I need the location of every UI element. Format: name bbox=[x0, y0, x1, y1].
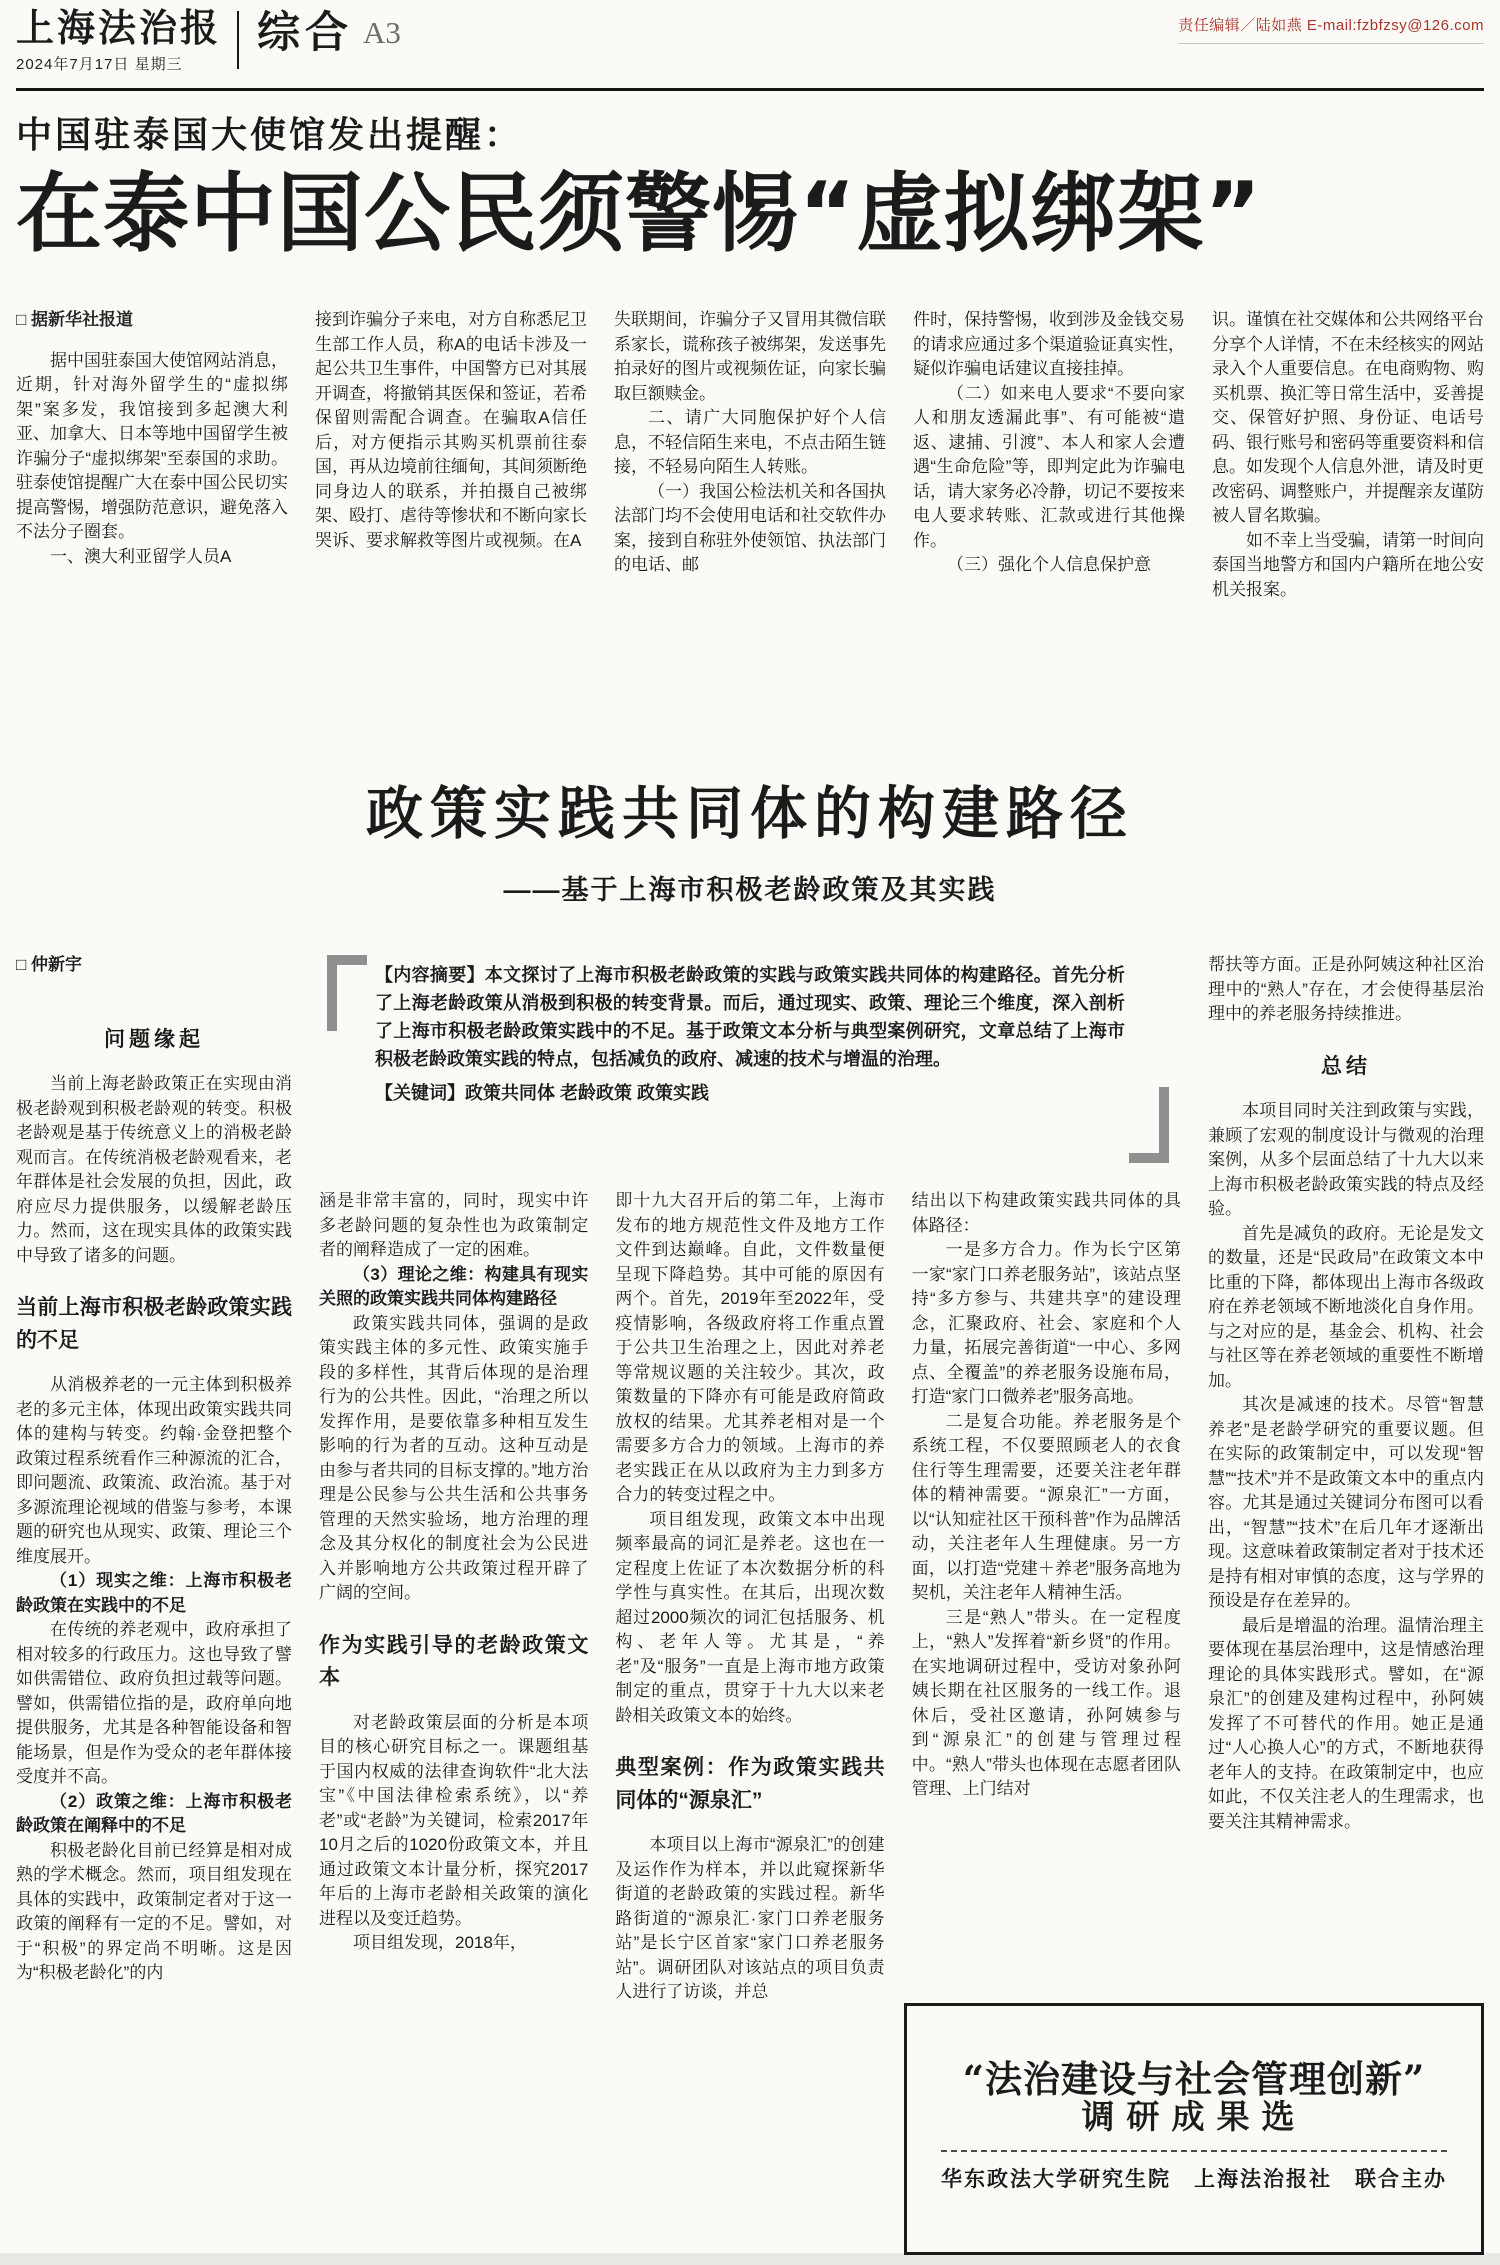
paragraph: 如不幸上当受骗，请第一时间向泰国当地警方和国内户籍所在地公安机关报案。 bbox=[1212, 530, 1484, 599]
keywords-text: 【关键词】政策共同体 老龄政策 政策实践 bbox=[375, 1083, 710, 1104]
feature-title: 政策实践共同体的构建路径 bbox=[366, 782, 1134, 847]
article-column bbox=[614, 308, 886, 702]
article-kicker: 中国驻泰国大使馆发出提醒： bbox=[16, 114, 524, 155]
paragraph: 件时，保持警惕，收到涉及金钱交易的请求应通过多个渠道验证真实性，疑似诈骗电话建议直接挂掉。 bbox=[913, 310, 1185, 379]
section-heading: 典型案例：作为政策实践共同体的“源泉汇” bbox=[615, 1756, 885, 1812]
paragraph: （三）强化个人信息保护意 bbox=[947, 555, 1151, 575]
section-block bbox=[257, 8, 401, 60]
section-heading: 问题缘起 bbox=[104, 1027, 204, 1051]
section-heading: 当前上海市积极老龄政策实践的不足 bbox=[16, 1296, 292, 1352]
paragraph: 本项目以上海市“源泉汇”的创建及运作作为样本，并以此窥探新华街道的老龄政策的实践过程。新华路街道的“源泉汇·家门口养老服务站”是长宁区首家“家门口养老服务站”。调研团队对该站点的项目负责人进行了访谈，并总 bbox=[615, 1835, 885, 2002]
paragraph: 政策实践共同体，强调的是政策实践主体的多元性、政策实施手段的多样性，其背后体现的是治理行为的公共性。因此，“治理之所以发挥作用，是要依靠多种相互发生影响的行为者的互动。这种互动是由参与者共同的目标支撑的。”地方治理是公民参与公共生活和公共事务管理的天然实验场，地方治理的理念及其分权化的制度社会为公民进入并影响地方公共政策过程开辟了广阔的空间。 bbox=[319, 1313, 589, 1603]
article-headline: 在泰中国公民须警惕“虚拟绑架” bbox=[16, 164, 1263, 264]
paragraph: 首先是减负的政府。无论是发文的数量，还是“民政局”在政策文本中比重的下降，都体现出上海市各级政府在养老领域不断地淡化自身作用。与之对应的是，基金会、机构、社会与社区等在养老领域的重要性不断增加。 bbox=[1208, 1223, 1484, 1390]
article-column bbox=[1212, 308, 1484, 702]
paragraph: 涵是非常丰富的，同时，现实中许多老龄问题的复杂性也为政策制定者的阐释造成了一定的困难。 bbox=[319, 1191, 589, 1260]
paragraph: 积极老龄化目前已经算是相对成熟的学术概念。然而，项目组发现在具体的实践中，政策制定者对于这一政策的阐释有一定的不足。譬如，对于“积极”的界定尚不明晰。这是因为“积极老龄化”的内 bbox=[16, 1840, 292, 1983]
promo-divider bbox=[941, 2150, 1446, 2152]
header-vertical-divider bbox=[237, 11, 239, 69]
masthead bbox=[16, 5, 222, 74]
section-heading: 总结 bbox=[1321, 1054, 1371, 1078]
paragraph: （二）如来电人要求“不要向家人和朋友透漏此事”、有可能被“遣返、逮捕、引渡”、本人和家人会遭遇“生命危险”等，即判定此为诈骗电话，请大家务必冷静，切记不要按来电人要求转账、汇款或进行其他操作。 bbox=[913, 383, 1185, 550]
feature-body bbox=[16, 953, 1484, 2265]
article-column bbox=[16, 308, 288, 702]
article-column bbox=[315, 308, 587, 702]
page-header bbox=[16, 5, 1484, 86]
promo-title: “法治建设与社会管理创新” bbox=[962, 2056, 1426, 2101]
paragraph: 二、请广大同胞保护好个人信息，不轻信陌生来电，不点击陌生链接，不轻易向陌生人转账。 bbox=[614, 408, 886, 477]
feature-subtitle: ——基于上海市积极老龄政策及其实践 bbox=[503, 875, 997, 906]
paragraph: 接到诈骗分子来电，对方自称悉尼卫生部工作人员，称A的电话卡涉及一起公共卫生事件，中国警方已对其展开调查，将撤销其医保和签证，若希保留则需配合调查。在骗取A信任后，对方便指示其购买机票前往泰国，再从边境前往缅甸，其间须断绝同身边人的联系，并拍摄自己被绑架、殴打、虐待等惨状和不断向家长哭诉、要求解救等图片或视频。在A bbox=[315, 310, 587, 550]
article-byline: □ 据新华社报道 bbox=[16, 310, 133, 330]
promo-box bbox=[904, 2003, 1484, 2255]
paragraph: 识。谨慎在社交媒体和公共网络平台分享个人详情，不在未经核实的网站录入个人重要信息。在电商购物、购买机票、换汇等日常生活中，妥善提交、保管好护照、身份证、电话号码、银行账号和密码等重要资料和信息。如发现个人信息外泄，请及时更改密码、调整账户，并提醒亲友谨防被人冒名欺骗。 bbox=[1212, 310, 1484, 526]
paragraph: 结出以下构建政策实践共同体的具体路径： bbox=[911, 1191, 1181, 1235]
editor-info: 责任编辑／陆如燕 E-mail:fzbfzsy@126.com bbox=[1178, 14, 1484, 44]
paragraph: 一、澳大利亚留学人员A bbox=[50, 546, 232, 566]
paper-name: 上海法治报 bbox=[16, 5, 222, 50]
article-column bbox=[913, 308, 1185, 702]
section-name: 综合 bbox=[257, 9, 354, 57]
paragraph: （一）我国公检法机关和各国执法部门均不会使用电话和社交软件办案，接到自称驻外使领馆、执法部门的电话、邮 bbox=[614, 481, 886, 575]
paragraph: 据中国驻泰国大使馆网站消息，近期，针对海外留学生的“虚拟绑架”案多发，我馆接到多起澳大利亚、加拿大、日本等地中国留学生被诈骗分子“虚拟绑架”至泰国的求助。驻泰使馆提醒广大在泰中国公民切实提高警惕，增强防范意识，避免落入不法分子圈套。 bbox=[16, 350, 288, 542]
paragraph: 三是“熟人”带头。在一定程度上，“熟人”发挥着“新乡贤”的作用。在实地调研过程中，受访对象孙阿姨长期在社区服务的一线工作。退休后，受社区邀请，孙阿姨参与到“源泉汇”的创建与管理过程中。“熟人”带头也体现在志愿者团队管理、上门结对 bbox=[911, 1607, 1181, 1799]
paragraph: 在传统的养老观中，政府承担了相对较多的行政压力。这也导致了譬如供需错位、政府负担过载等问题。譬如，供需错位指的是，政府单向地提供服务，尤其是各种智能设备和智能场景，但是作为受众的老年群体接受度并不高。 bbox=[16, 1620, 292, 1787]
paragraph: 对老龄政策层面的分析是本项目的核心研究目标之一。课题组基于国内权威的法律查询软件“北大法宝”《中国法律检索系统》，以“养老”或“老龄”为关键词，检索2017年10月之后的1020份政策文本，并且通过政策文本计量分析，探究2017年后的上海市老龄相关政策的演化进程以及变迁趋势。 bbox=[319, 1712, 589, 1928]
top-article bbox=[16, 107, 1484, 702]
sub-heading: （1）现实之维：上海市积极老龄政策在实践中的不足 bbox=[16, 1571, 292, 1615]
promo-organizers: 华东政法大学研究生院 上海法治报社 联合主办 bbox=[941, 2167, 1447, 2191]
feature-author: □ 仲新宇 bbox=[16, 955, 82, 975]
header-rule bbox=[16, 88, 1484, 91]
paragraph: 当前上海老龄政策正在实现由消极老龄观到积极老龄观的转变。积极老龄观是基于传统意义上的消极老龄观而言。在传统消极老龄观看来，老年群体是社会发展的负担，因此，政府应尽力提供服务，以缓解老龄压力。然而，这在现实具体的政策实践中导致了诸多的问题。 bbox=[16, 1074, 292, 1265]
paragraph: 即十九大召开后的第二年，上海市发布的地方规范性文件及地方工作文件到达巅峰。自此，文件数量便呈现下降趋势。其中可能的原因有两个。首先，2019年至2022年，受疫情影响，各级政府将工作重点置于公共卫生治理之上，因此对养老等常规议题的关注较少。其次，政策数量的下降亦有可能是政府简政放权的结果。尤其养老相对是一个需要多方合力的领域。上海市的养老实践正在从以政府为主力到多方合力的转变过程之中。 bbox=[615, 1191, 885, 1505]
paragraph: 其次是减速的技术。尽管“智慧养老”是老龄学研究的重要议题。但在实际的政策制定中，可以发现“智慧”“技术”并不是政策文本中的重点内容。尤其是通过关键词分布图可以看出，“智慧”“技术”在后几年才逐渐出现。这意味着政策制定者对于技术还是持有相对审慎的态度，这与学界的预设是存在差异的。 bbox=[1208, 1395, 1484, 1611]
paragraph: 本项目同时关注到政策与实践，兼顾了宏观的制度设计与微观的治理案例，从多个层面总结了十九大以来上海市积极老龄政策实践的特点及经验。 bbox=[1208, 1101, 1484, 1219]
sub-heading: （3）理论之维：构建具有现实关照的政策实践共同体构建路径 bbox=[319, 1264, 589, 1309]
paragraph: 项目组发现，2018年， bbox=[353, 1933, 527, 1953]
feature-article bbox=[16, 768, 1484, 2265]
sub-heading: （2）政策之维：上海市积极老龄政策在阐释中的不足 bbox=[16, 1791, 292, 1836]
top-article-columns bbox=[16, 308, 1484, 702]
feature-column-1 bbox=[16, 953, 292, 2265]
feature-column-2 bbox=[319, 1189, 588, 2265]
paragraph: 一是多方合力。作为长宁区第一家“家门口养老服务站”，该站点坚持“多方参与、共建共享”的建设理念，汇聚政府、社会、家庭和个人力量，拓展完善街道“一中心、多网点、全覆盖”的养老服务设施布局，打造“家门口微养老”服务高地。 bbox=[911, 1240, 1181, 1407]
page-number: A3 bbox=[363, 15, 401, 50]
paragraph: 最后是增温的治理。温情治理主要体现在基层治理中，这是情感治理理论的具体实践形式。譬如，在“源泉汇”的创建及建构过程中，孙阿姨发挥了不可替代的作用。她正是通过“人心换人心”的方式，不断地获得老年人的支持。在政策制定中，也应如此，不仅关注老人的生理需求，也要关注其精神需求。 bbox=[1208, 1615, 1484, 1831]
paper-date: 2024年7月17日 星期三 bbox=[16, 55, 183, 73]
section-heading: 作为实践引导的老龄政策文本 bbox=[319, 1633, 589, 1690]
paragraph: 二是复合功能。养老服务是个系统工程，不仅要照顾老人的衣食住行等生理需要，还要关注老年群体的精神需要。“源泉汇”一方面，以“认知症社区干预科普”作为品牌活动，关注老年人生理健康。另一方面，以打造“党建＋养老”服务高地为契机，关注老年人精神生活。 bbox=[911, 1411, 1181, 1603]
abstract-text: 【内容摘要】本文探讨了上海市积极老龄政策的实践与政策实践共同体的构建路径。首先分析了上海老龄政策从消极到积极的转变背景。而后，通过现实、政策、理论三个维度，深入剖析了上海市积极老龄政策实践中的不足。基于政策文本分析与典型案例研究，文章总结了上海市积极老龄政策实践的特点，包括减负的政府、减速的技术与增温的治理。 bbox=[375, 965, 1125, 1070]
promo-subtitle: 调研成果选 bbox=[1081, 2097, 1307, 2137]
paragraph: 帮扶等方面。正是孙阿姨这种社区治理中的“熟人”存在，才会使得基层治理中的养老服务持续推进。 bbox=[1208, 955, 1484, 1024]
paragraph: 失联期间，诈骗分子又冒用其微信联系家长，谎称孩子被绑架，发送事先拍录好的图片或视频佐证，向家长骗取巨额赎金。 bbox=[614, 310, 886, 403]
paragraph: 项目组发现，政策文本中出现频率最高的词汇是养老。这也在一定程度上佐证了本次数据分析的科学性与真实性。在其后，出现次数超过2000频次的词汇包括服务、机构、老年人等。尤其是，“养老”及“服务”一直是上海市地方政策制定的重点，贯穿于十九大以来老龄相关政策文本的始终。 bbox=[615, 1509, 885, 1725]
feature-column-3 bbox=[615, 1189, 884, 2265]
abstract-box bbox=[319, 953, 1177, 1165]
paragraph: 从消极养老的一元主体到积极养老的多元主体，体现出政策实践共同体的建构与转变。约翰·金登把整个政策过程系统看作三种源流的汇合，即问题流、政策流、政治流。基于对多源流理论视域的借鉴与参考，本课题的研究也从现实、政策、理论三个维度展开。 bbox=[16, 1375, 292, 1566]
